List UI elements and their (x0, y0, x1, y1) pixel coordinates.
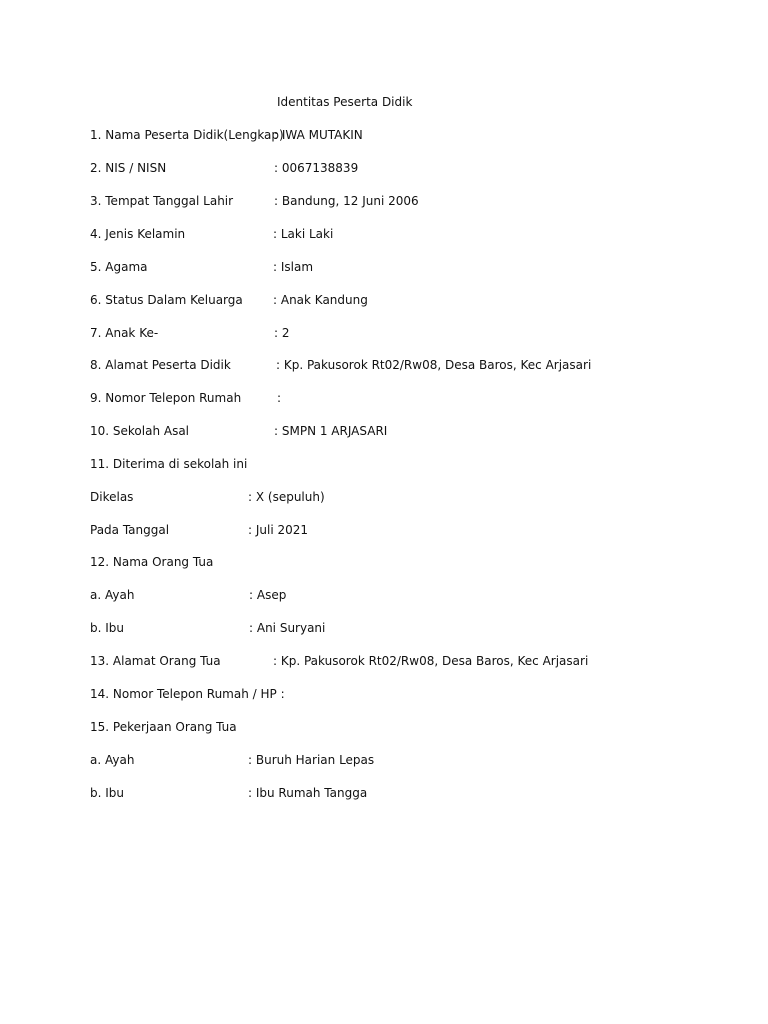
row-value: : Asep (249, 588, 287, 602)
row-value: : 0067138839 (274, 161, 359, 175)
row-value: : (277, 391, 282, 405)
row-label: 10. Sekolah Asal (90, 424, 190, 438)
row-label: 1. Nama Peserta Didik(Lengkap) (90, 128, 284, 142)
row-label: 4. Jenis Kelamin (90, 227, 186, 241)
row-value: : Kp. Pakusorok Rt02/Rw08, Desa Baros, Kec Arjasari (276, 358, 592, 372)
row-label: 14. Nomor Telepon Rumah / HP : (90, 687, 285, 701)
row-label: b. Ibu (90, 786, 125, 800)
row-label: 9. Nomor Telepon Rumah (90, 391, 242, 405)
row-label: 15. Pekerjaan Orang Tua (90, 720, 237, 734)
row-label: 6. Status Dalam Keluarga (90, 293, 243, 307)
row-label: 3. Tempat Tanggal Lahir (90, 194, 234, 208)
row-label: 11. Diterima di sekolah ini (90, 457, 248, 471)
row-value: : Laki Laki (273, 227, 334, 241)
row-value: : Anak Kandung (273, 293, 368, 307)
row-value: : Juli 2021 (248, 523, 309, 537)
row-label: a. Ayah (90, 588, 135, 602)
row-label: 8. Alamat Peserta Didik (90, 358, 231, 372)
document-title: Identitas Peserta Didik (277, 95, 413, 109)
row-label: a. Ayah (90, 753, 135, 767)
row-value: : Ani Suryani (249, 621, 326, 635)
row-label: 2. NIS / NISN (90, 161, 167, 175)
row-label: 12. Nama Orang Tua (90, 555, 214, 569)
row-value: : 2 (274, 326, 290, 340)
row-value: : IWA MUTAKIN (274, 128, 363, 142)
row-label: Pada Tanggal (90, 523, 170, 537)
row-label: 5. Agama (90, 260, 148, 274)
row-label: Dikelas (90, 490, 134, 504)
row-value: : Islam (273, 260, 314, 274)
row-value: : Kp. Pakusorok Rt02/Rw08, Desa Baros, Kec Arjasari (273, 654, 589, 668)
row-label: 13. Alamat Orang Tua (90, 654, 221, 668)
row-label: b. Ibu (90, 621, 125, 635)
row-value: : Ibu Rumah Tangga (248, 786, 368, 800)
row-label: 7. Anak Ke- (90, 326, 159, 340)
row-value: : Bandung, 12 Juni 2006 (274, 194, 419, 208)
row-value: : X (sepuluh) (248, 490, 325, 504)
row-value: : SMPN 1 ARJASARI (274, 424, 388, 438)
row-value: : Buruh Harian Lepas (248, 753, 375, 767)
